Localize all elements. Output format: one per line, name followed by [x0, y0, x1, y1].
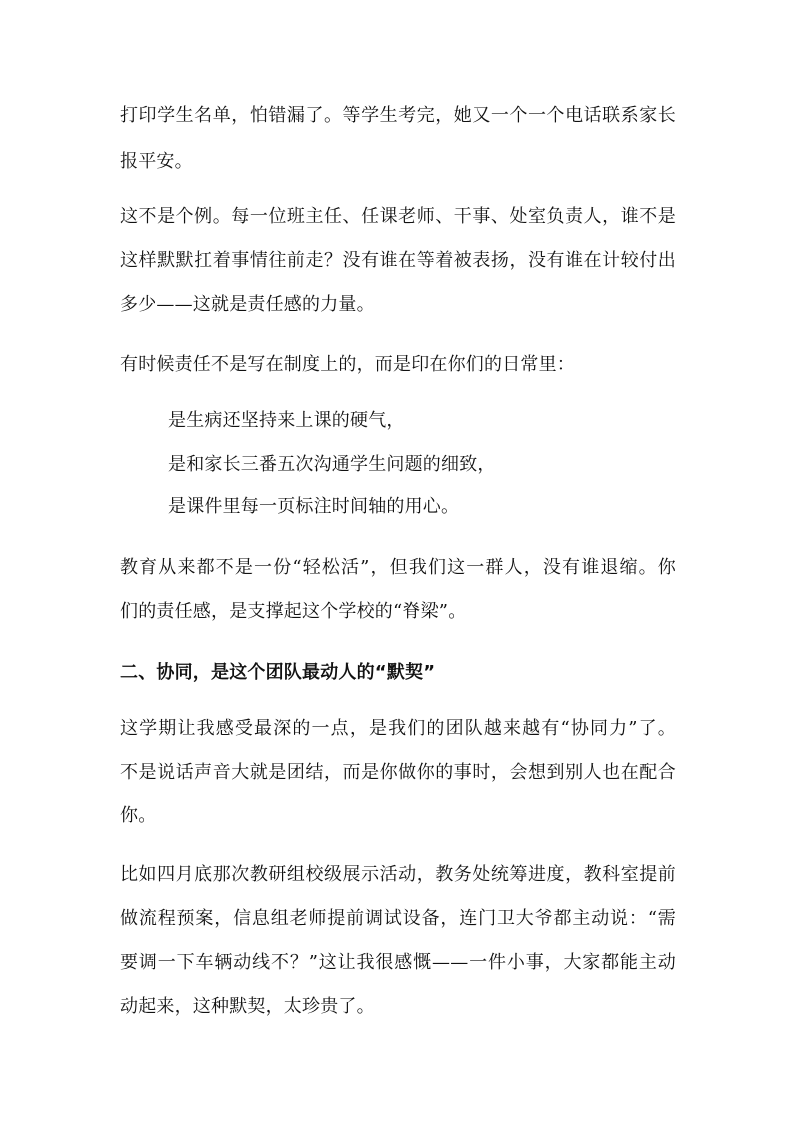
paragraph-5-line-3: 你。	[120, 805, 157, 826]
paragraph-6-line-3: 要调一下车辆动线不？”这让我很感慨——一件小事，大家都能主动	[120, 952, 676, 973]
paragraph-4-line-2: 们的责任感，是支撑起这个学校的“脊梁”。	[120, 601, 467, 622]
paragraph-6-line-4: 动起来，这种默契，太珍贵了。	[120, 996, 375, 1017]
list-item-3: 是课件里每一页标注时间轴的用心。	[168, 496, 460, 517]
list-item-1: 是生病还坚持来上课的硬气，	[168, 410, 405, 431]
paragraph-5-line-1: 这学期让我感受最深的一点，是我们的团队越来越有“协同力”了。	[120, 718, 676, 739]
paragraph-1-line-1: 打印学生名单，怕错漏了。等学生考完，她又一个一个电话联系家长	[120, 105, 676, 126]
paragraph-6-line-2: 做流程预案，信息组老师提前调试设备，连门卫大爷都主动说：“需	[120, 908, 676, 929]
paragraph-6-line-1: 比如四月底那次教研组校级展示活动，教务处统筹进度，教科室提前	[120, 864, 676, 885]
paragraph-2-line-3: 多少——这就是责任感的力量。	[120, 294, 375, 315]
list-item-2: 是和家长三番五次沟通学生问题的细致，	[168, 454, 496, 475]
paragraph-3-line-1: 有时候责任不是写在制度上的，而是印在你们的日常里：	[120, 354, 575, 375]
paragraph-1-line-2: 报平安。	[120, 151, 193, 172]
paragraph-2-line-1: 这不是个例。每一位班主任、任课老师、干事、处室负责人，谁不是	[120, 206, 676, 227]
paragraph-4-line-1: 教育从来都不是一份“轻松活”，但我们这一群人，没有谁退缩。你	[120, 557, 676, 578]
paragraph-2-line-2: 这样默默扛着事情往前走？没有谁在等着被表扬，没有谁在计较付出	[120, 250, 676, 271]
paragraph-5-line-2: 不是说话声音大就是团结，而是你做你的事时，会想到别人也在配合	[120, 762, 676, 783]
section-heading: 二、协同，是这个团队最动人的“默契”	[120, 662, 436, 683]
